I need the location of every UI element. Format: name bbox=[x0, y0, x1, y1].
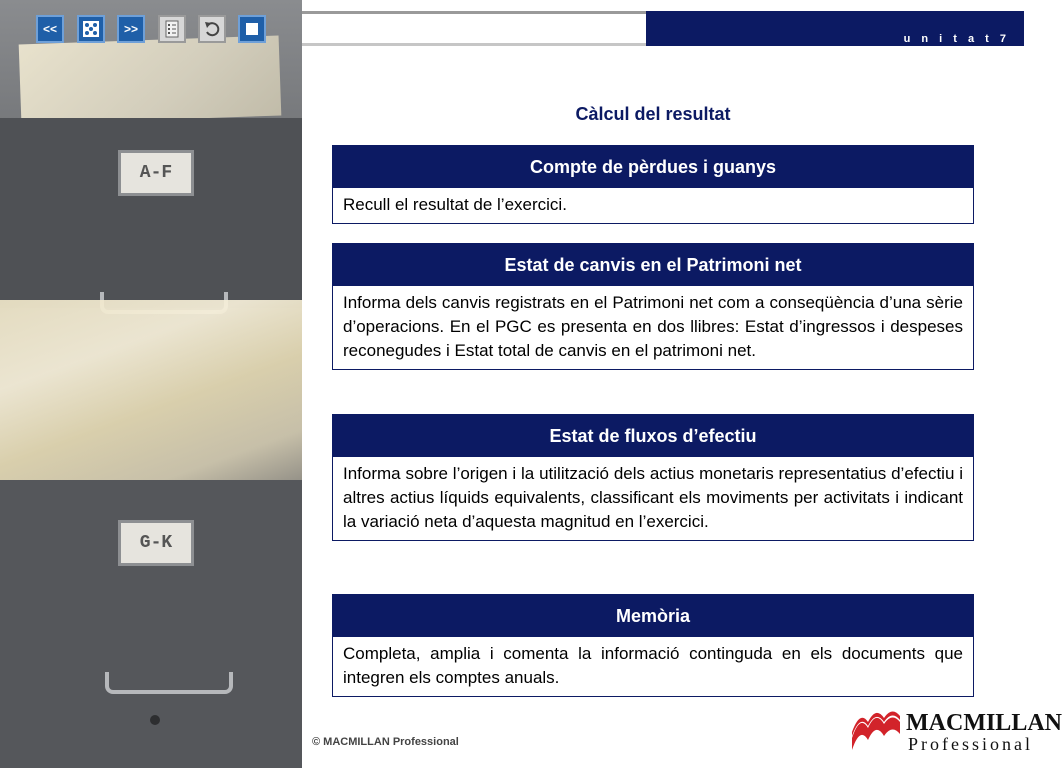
card-heading: Estat de canvis en el Patrimoni net bbox=[333, 244, 973, 286]
notes-icon bbox=[164, 20, 180, 38]
drawer-lock bbox=[150, 715, 160, 725]
index-button[interactable] bbox=[77, 15, 105, 43]
logo-text-professional: Professional bbox=[908, 734, 1033, 754]
card-heading: Memòria bbox=[333, 595, 973, 637]
filing-cabinet-photo bbox=[0, 0, 302, 768]
header-line bbox=[302, 11, 647, 46]
drawer-label-top: A-F bbox=[118, 150, 194, 196]
prev-button[interactable] bbox=[36, 15, 64, 43]
page-title: Càlcul del resultat bbox=[575, 104, 731, 124]
papers-top bbox=[19, 35, 282, 124]
drawer-label-bottom: G-K bbox=[118, 520, 194, 566]
macmillan-logo-icon bbox=[850, 708, 902, 752]
card-estat-fluxos-efectiu bbox=[332, 414, 974, 541]
card-estat-canvis-patrimoni bbox=[332, 243, 974, 370]
next-label: >> bbox=[123, 22, 138, 36]
card-body: Informa sobre l’origen i la utilització dels actius monetaris representatius d’efectiu i altres actius líquids equivalents, classificant els moviments per activitats i indicant la variació neta d’aquesta magnitud en l’exercici. bbox=[343, 464, 963, 531]
card-memoria bbox=[332, 594, 974, 697]
cabinet-drawer-upper bbox=[0, 118, 302, 308]
copyright-text: © MACMILLAN Professional bbox=[312, 736, 459, 748]
back-button[interactable] bbox=[198, 15, 226, 43]
logo-text-macmillan: MACMILLAN bbox=[906, 710, 1062, 736]
undo-icon bbox=[203, 20, 221, 38]
card-compte-perdues-guanys bbox=[332, 145, 974, 224]
unit-label: u n i t a t 7 bbox=[903, 33, 1010, 45]
drawer-handle-lower bbox=[105, 672, 233, 694]
card-body: Recull el resultat de l’exercici. bbox=[343, 195, 567, 214]
exit-button[interactable] bbox=[238, 15, 266, 43]
card-body: Informa dels canvis registrats en el Patrimoni net com a conseqüència d’una sèrie d’operacions. En el PGC es presenta en dos llibres: Estat d’ingressos i despeses reconegudes i Estat total de canvis en el patrimoni net. bbox=[343, 293, 963, 360]
card-body: Completa, amplia i comenta la informació continguda en els documents que integren els comptes anuals. bbox=[343, 644, 963, 687]
card-heading: Estat de fluxos d’efectiu bbox=[333, 415, 973, 457]
papers-middle bbox=[0, 300, 302, 490]
macmillan-logo bbox=[850, 706, 1062, 756]
card-heading: Compte de pèrdues i guanys bbox=[333, 146, 973, 188]
dice-icon bbox=[82, 20, 100, 38]
stop-icon bbox=[245, 22, 259, 36]
prev-label: << bbox=[42, 22, 57, 36]
header-unit-bar bbox=[646, 11, 1024, 46]
next-button[interactable] bbox=[117, 15, 145, 43]
notes-button[interactable] bbox=[158, 15, 186, 43]
